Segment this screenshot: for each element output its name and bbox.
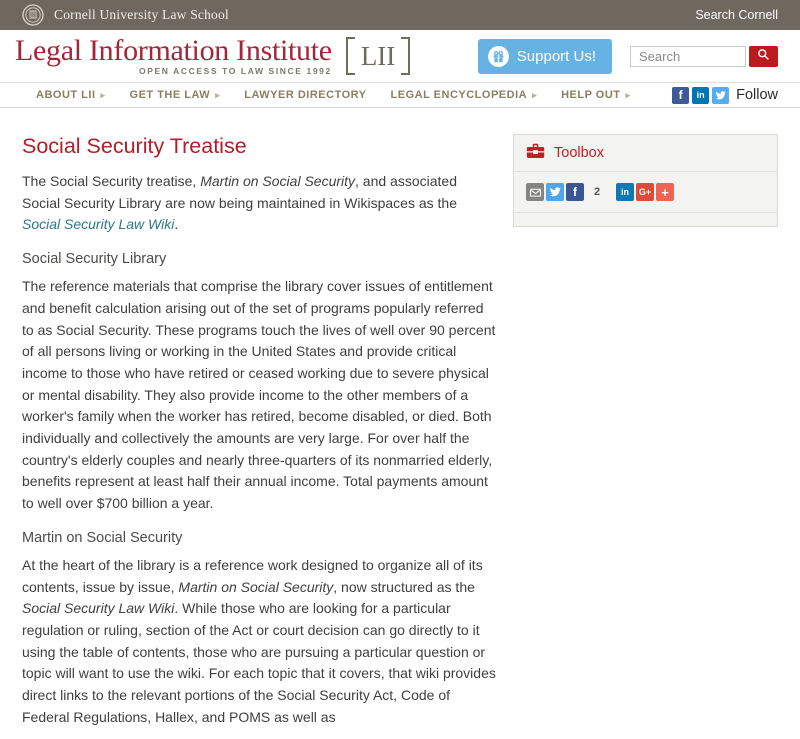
support-us-button[interactable] bbox=[478, 39, 612, 74]
linkedin-icon[interactable]: in bbox=[692, 87, 709, 104]
main-nav bbox=[0, 82, 800, 108]
bracket-left bbox=[346, 37, 355, 75]
cornell-seal-icon bbox=[22, 4, 44, 26]
linkedin-share-icon[interactable]: in bbox=[616, 183, 634, 201]
chevron-right-icon: ▸ bbox=[215, 89, 221, 100]
lii-wordmark: Legal Information Institute bbox=[15, 34, 332, 67]
lii-logo[interactable] bbox=[15, 36, 410, 76]
chevron-right-icon: ▸ bbox=[100, 89, 106, 100]
site-search bbox=[630, 46, 778, 67]
addthis-share-icon[interactable]: + bbox=[656, 183, 674, 201]
toolbox-widget bbox=[513, 134, 778, 227]
toolbox-label: Toolbox bbox=[554, 145, 604, 161]
bracket-right bbox=[401, 37, 410, 75]
chevron-right-icon: ▸ bbox=[625, 89, 631, 100]
nav-get-the-law[interactable]: GET THE LAW ▸ bbox=[129, 89, 221, 101]
twitter-icon[interactable] bbox=[712, 87, 729, 104]
nav-lawyer-directory[interactable]: LAWYER DIRECTORY bbox=[244, 89, 367, 101]
martin-paragraph: At the heart of the library is a reference work designed to organize all of its contents, issue by issue, Martin on Social Security, now structured as the Social Security Law Wiki. While those who are looking for a particular regulation or ruling, section of the Act or court decision can go directly to it using the table of contents, those who are pursuing a particular question or topic will want to use the wiki. For each topic that it covers, that wiki provides direct links to the relevant portions of the Social Security Act, Code of Federal Regulations, Hallex, and POMS as well as bbox=[22, 556, 496, 725]
article bbox=[22, 134, 498, 739]
search-cornell-link[interactable]: Search Cornell bbox=[695, 8, 778, 22]
follow-links bbox=[669, 87, 778, 104]
lii-tagline: OPEN ACCESS TO LAW SINCE 1992 bbox=[138, 66, 332, 76]
lii-acronym: LII bbox=[360, 41, 396, 71]
search-button[interactable] bbox=[749, 46, 778, 67]
section-heading-martin: Martin on Social Security bbox=[22, 529, 183, 546]
search-input[interactable] bbox=[630, 46, 746, 67]
email-share-icon[interactable] bbox=[526, 183, 544, 201]
googleplus-share-icon[interactable]: G+ bbox=[636, 183, 654, 201]
nav-help-out[interactable]: HELP OUT ▸ bbox=[561, 89, 631, 101]
toolbox-footer bbox=[514, 213, 777, 226]
inline-link[interactable]: Social Security Law Wiki bbox=[22, 216, 175, 233]
lii-header bbox=[0, 30, 800, 82]
section-heading-library: Social Security Library bbox=[22, 251, 167, 268]
page-title: Social Security Treatise bbox=[22, 134, 247, 158]
library-paragraph: The reference materials that comprise the library cover issues of entitlement and benefit calculation arising out of the set of programs popularly referred to as Social Security. These programs touch the lives of well over 90 percent of all persons living or working in the United States and provide critical income to those who have retired or ceased working due to severe physical or mental disability. They also provide income to the other members of a worker's family when the worker has retired, become disabled, or died. Both individually and collectively the amounts are very large. For over half the country's elderly couples and nearly three-quarters of its nonmarried elderly, benefits represent at least half their annual income. Total payments amount to well over $700 billion a year. bbox=[22, 278, 496, 512]
facebook-share-icon[interactable]: f bbox=[566, 183, 584, 201]
sidebar bbox=[513, 134, 778, 739]
cornell-topbar bbox=[0, 0, 800, 30]
share-buttons-row bbox=[514, 172, 777, 213]
magnifier-icon bbox=[757, 48, 770, 64]
cornell-school-title: Cornell University Law School bbox=[54, 7, 229, 22]
toolbox-header[interactable] bbox=[514, 135, 777, 172]
nav-about-lii[interactable]: ABOUT LII ▸ bbox=[36, 89, 106, 101]
page-body bbox=[0, 108, 800, 739]
nav-legal-encyclopedia[interactable]: LEGAL ENCYCLOPEDIA ▸ bbox=[390, 89, 538, 101]
intro-paragraph: The Social Security treatise, Martin on Social Security, and associated Social Security Library are now being maintained in Wikispaces as the Social Security Law Wiki. bbox=[22, 173, 457, 233]
lii-acronym-mark bbox=[346, 36, 410, 76]
support-us-label: Support Us! bbox=[516, 47, 596, 65]
twitter-share-icon[interactable] bbox=[546, 183, 564, 201]
follow-label: Follow bbox=[736, 87, 778, 103]
toolbox-icon bbox=[526, 143, 545, 163]
share-count: 2 bbox=[593, 186, 601, 198]
gift-icon bbox=[488, 46, 509, 67]
chevron-right-icon: ▸ bbox=[532, 89, 538, 100]
facebook-icon[interactable]: f bbox=[672, 87, 689, 104]
